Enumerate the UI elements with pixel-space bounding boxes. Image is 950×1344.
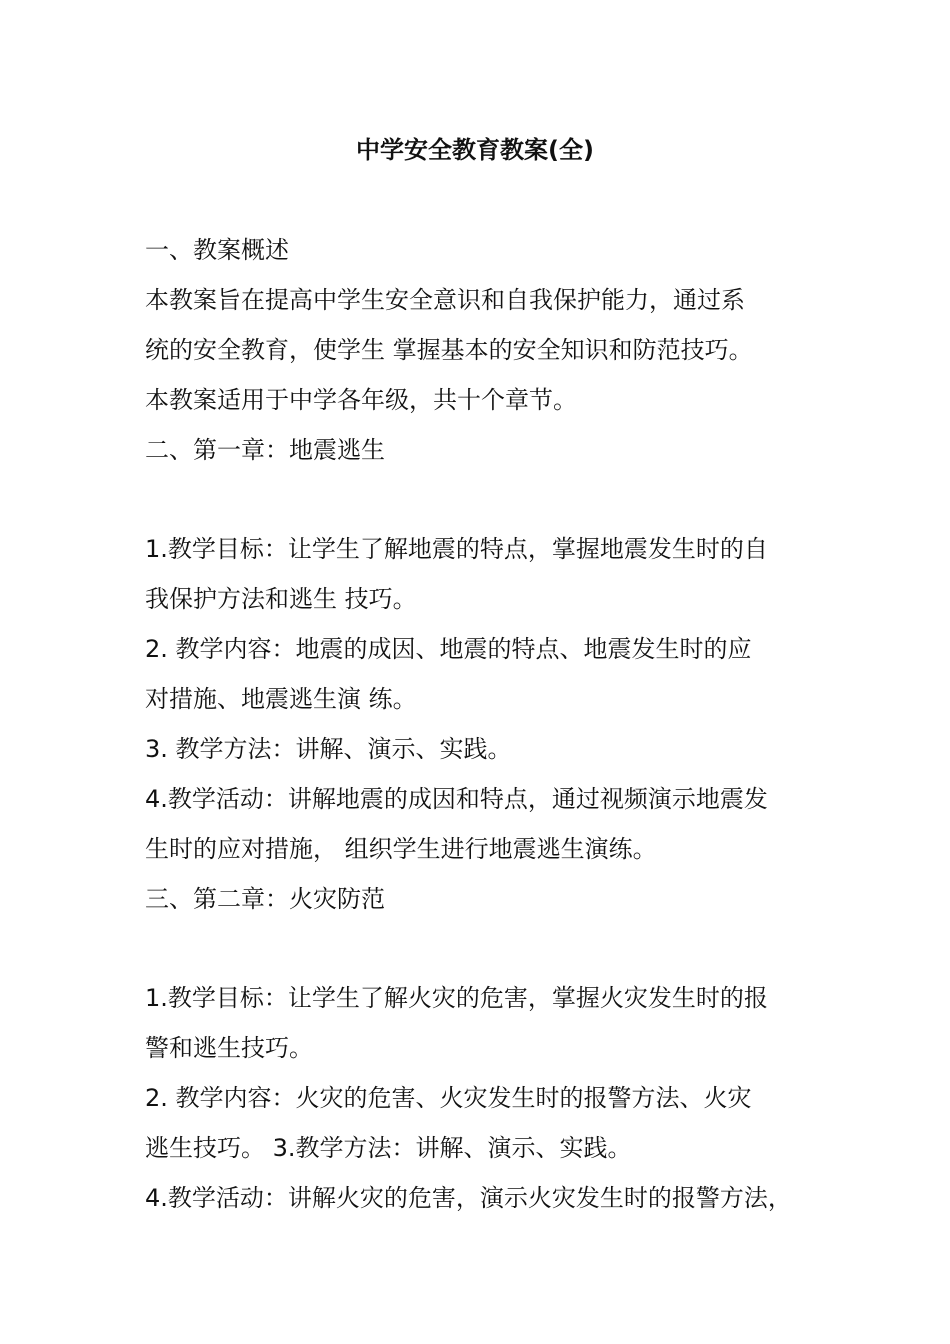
paragraph-line: 统的安全教育，使学生 掌握基本的安全知识和防范技巧。: [145, 336, 753, 364]
paragraph-line: 对措施、地震逃生演 练。: [145, 685, 417, 713]
paragraph-line: 3. 教学方法：讲解、演示、实践。: [145, 735, 512, 763]
paragraph-line: 1.教学目标：让学生了解地震的特点，掌握地震发生时的自: [145, 535, 768, 563]
section-heading-chapter-2: 三、第二章：火灾防范: [145, 885, 385, 913]
paragraph-line: 2. 教学内容：火灾的危害、火灾发生时的报警方法、火灾: [145, 1084, 752, 1112]
paragraph-line: 1.教学目标：让学生了解火灾的危害，掌握火灾发生时的报: [145, 984, 768, 1012]
paragraph-line: 2. 教学内容：地震的成因、地震的特点、地震发生时的应: [145, 635, 752, 663]
document-title: 中学安全教育教案(全): [356, 136, 594, 164]
paragraph-line: 生时的应对措施， 组织学生进行地震逃生演练。: [145, 835, 657, 863]
paragraph-line: 4.教学活动：讲解地震的成因和特点，通过视频演示地震发: [145, 785, 768, 813]
section-heading-overview: 一、教案概述: [145, 236, 289, 264]
paragraph-line: 我保护方法和逃生 技巧。: [145, 585, 417, 613]
paragraph-line: 警和逃生技巧。: [145, 1034, 313, 1062]
paragraph-line: 本教案旨在提高中学生安全意识和自我保护能力，通过系: [145, 286, 745, 314]
section-heading-chapter-1: 二、第一章：地震逃生: [145, 436, 385, 464]
paragraph-line: 逃生技巧。 3.教学方法：讲解、演示、实践。: [145, 1134, 632, 1162]
paragraph-line: 本教案适用于中学各年级，共十个章节。: [145, 386, 577, 414]
paragraph-line: 4.教学活动：讲解火灾的危害，演示火灾发生时的报警方法，: [145, 1184, 792, 1212]
